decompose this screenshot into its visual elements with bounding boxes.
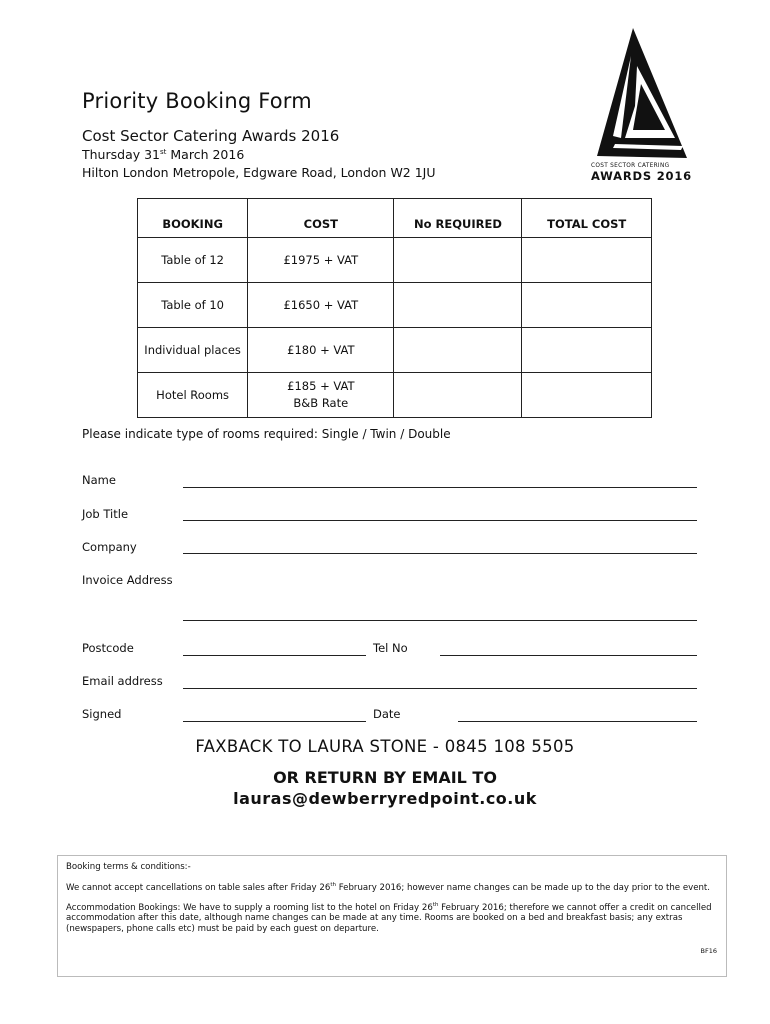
table-row [138,373,652,418]
terms-heading: Booking terms & conditions:- [66,862,191,872]
table-header-row [138,199,652,238]
email-address-field[interactable] [183,688,697,689]
event-date-prefix: Thursday 31 [82,147,161,162]
no-required-input[interactable] [394,373,522,418]
event-date-ordinal: st [160,147,167,156]
total-cost-input[interactable] [522,328,652,373]
cost-cell [248,238,394,283]
name-label: Name [82,473,116,487]
event-date-suffix: March 2016 [166,147,245,162]
postcode-field[interactable] [183,655,366,656]
return-email-address: lauras@dewberryredpoint.co.uk [233,789,537,808]
event-venue: Hilton London Metropole, Edgware Road, London W2 1JU [82,165,436,180]
total-cost-input[interactable] [522,283,652,328]
no-required-input[interactable] [394,283,522,328]
company-field[interactable] [183,553,697,554]
date-label: Date [373,707,401,721]
terms-p1-ordinal: th [330,881,336,888]
company-label: Company [82,540,137,554]
logo-line-2: AWARDS 2016 [591,169,692,183]
cost-cell [248,328,394,373]
cost-value: £1650 + VAT [283,297,359,312]
terms-box [57,855,727,977]
cost-value: £1975 + VAT [283,252,359,267]
fax-instruction: FAXBACK TO LAURA STONE - 0845 108 5505 [195,737,575,756]
booking-cell: Table of 10 [138,283,248,328]
table-row [138,328,652,373]
awards-logo [585,26,695,186]
room-type-instruction: Please indicate type of rooms required: Single / Twin / Double [82,427,451,441]
header-no-required: No REQUIRED [394,199,522,238]
cost-cell [248,373,394,418]
table-row [138,283,652,328]
no-required-input[interactable] [394,238,522,283]
total-cost-input[interactable] [522,373,652,418]
event-name: Cost Sector Catering Awards 2016 [82,127,340,145]
terms-p1-text-b: February 2016; however name changes can be made up to the day prior to the event. [335,882,711,893]
booking-cell: Table of 12 [138,238,248,283]
cost-cell [248,283,394,328]
form-title: Priority Booking Form [82,89,312,113]
name-field[interactable] [183,487,697,488]
terms-p2-text-b: February 2016; therefore we cannot offer a credit on cancelled accommodation after this date, although name changes can be made at any time. Rooms are booked on a bed and breakfast basis; any extras (newspapers, phone calls etc) must be paid by each guest on departure. [66,902,712,934]
cost-value: £185 + VAT [287,379,355,393]
tel-no-field[interactable] [440,655,697,656]
tel-no-label: Tel No [373,641,408,655]
header-total-cost: TOTAL COST [522,199,652,238]
sail-logo-icon [585,26,695,161]
postcode-label: Postcode [82,641,134,655]
terms-p1-text-a: We cannot accept cancellations on table sales after Friday 26 [66,882,331,893]
signed-label: Signed [82,707,122,721]
form-reference: BF16 [700,946,717,955]
terms-p2-text-a: Accommodation Bookings: We have to supply a rooming list to the hotel on Friday 26 [66,902,433,913]
booking-table [137,198,652,418]
date-field[interactable] [458,721,697,722]
terms-accommodation [66,900,718,934]
booking-cell: Individual places [138,328,248,373]
terms-cancellation [66,880,718,893]
total-cost-input[interactable] [522,238,652,283]
logo-line-1: COST SECTOR CATERING [591,163,670,169]
table-row [138,238,652,283]
header-booking: BOOKING [138,199,248,238]
email-return-heading: OR RETURN BY EMAIL TO [273,768,497,787]
no-required-input[interactable] [394,328,522,373]
signed-field[interactable] [183,721,366,722]
cost-value: £180 + VAT [287,342,355,357]
invoice-address-field[interactable] [183,620,697,621]
job-title-label: Job Title [82,507,129,521]
terms-p2-ordinal: th [432,901,439,908]
event-date [82,147,244,162]
invoice-address-label: Invoice Address [82,573,173,587]
booking-cell: Hotel Rooms [138,373,248,418]
email-address-label: Email address [82,674,163,688]
cost-rate-note: B&B Rate [293,396,349,410]
job-title-field[interactable] [183,520,697,521]
header-cost: COST [248,199,394,238]
